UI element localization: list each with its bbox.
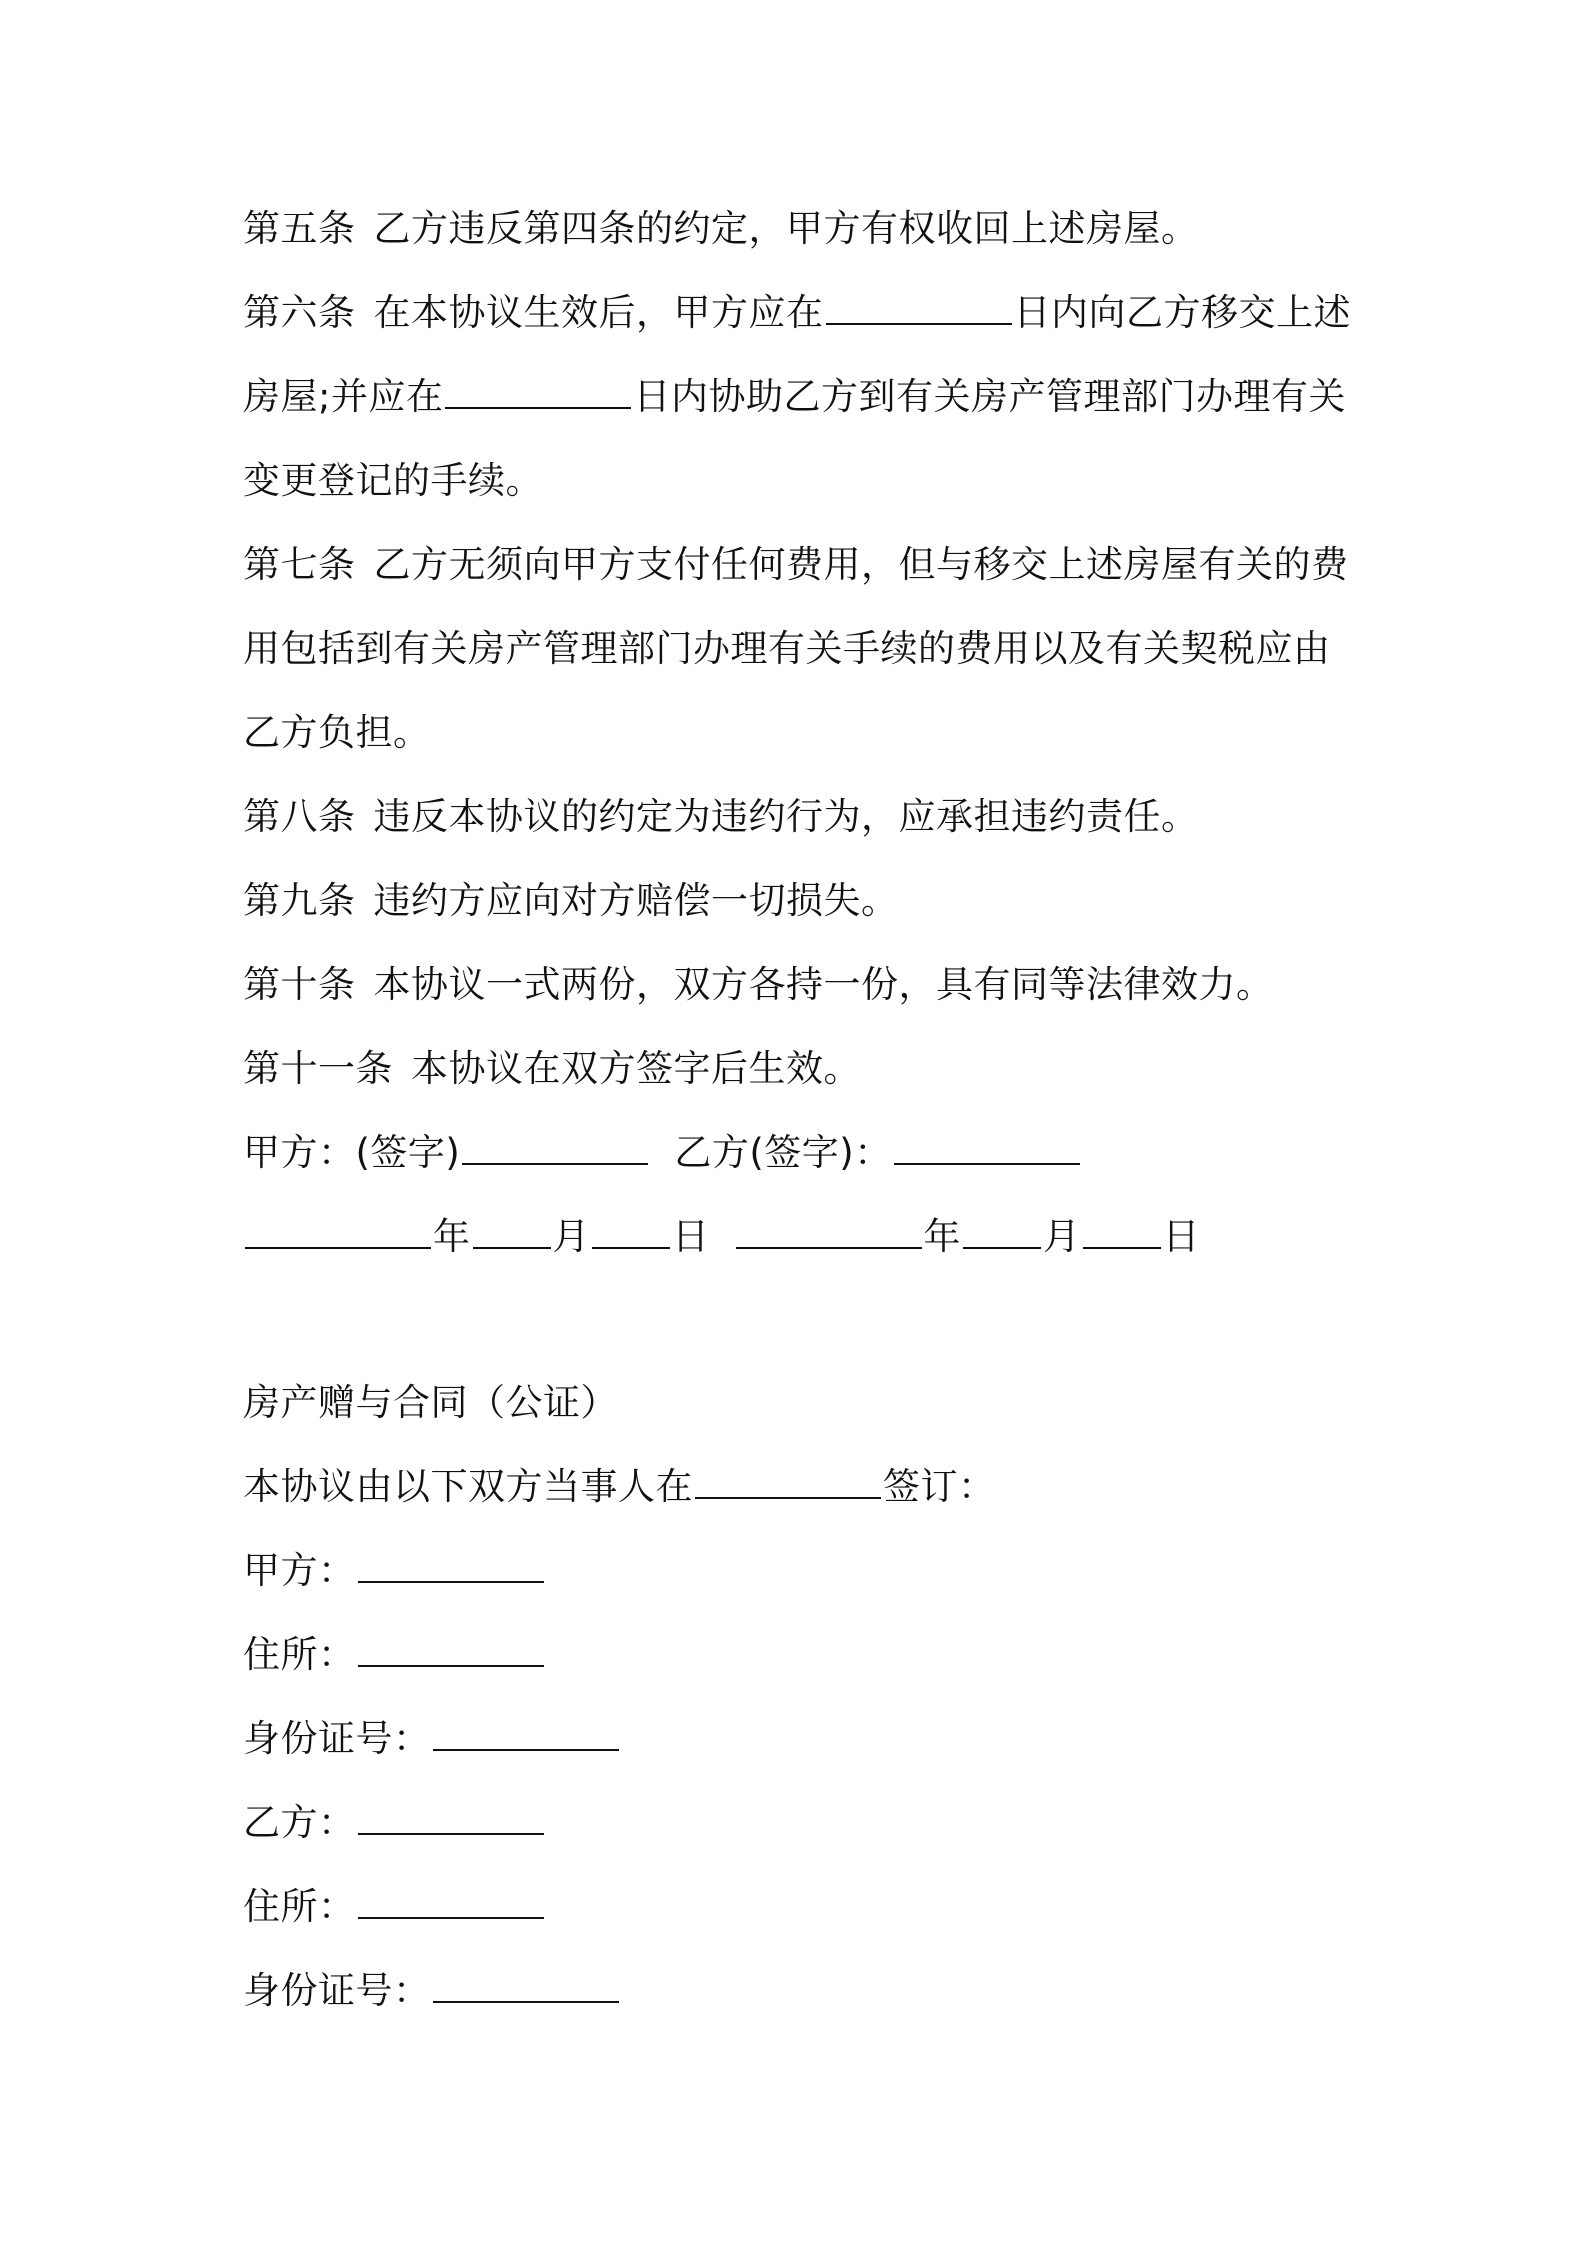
article-11 [243, 1044, 1363, 1094]
article-7-line-2 [243, 624, 1363, 674]
residence-a-label: 住所： [243, 1633, 356, 1676]
signature-line [243, 1128, 1363, 1178]
contract-intro [243, 1462, 1363, 1512]
month-label-a: 月 [552, 1215, 590, 1258]
id-b-field [243, 1966, 1363, 2016]
residence-a-field [243, 1630, 1363, 1680]
article-11-text: 本协议在双方签字后生效。 [411, 1047, 861, 1090]
party-b-field [243, 1798, 1363, 1848]
article-8-text: 违反本协议的约定为违约行为，应承担违约责任。 [373, 795, 1199, 838]
contract-title [243, 1378, 1363, 1428]
fill-blank [358, 1799, 544, 1835]
fill-blank [433, 1967, 619, 2003]
article-7-text-1: 乙方无须向甲方支付任何费用，但与移交上述房屋有关的费 [373, 543, 1349, 586]
article-9-text: 违约方应向对方赔偿一切损失。 [373, 879, 899, 922]
residence-b-field [243, 1882, 1363, 1932]
article-10 [243, 960, 1363, 1010]
fill-blank [245, 1213, 431, 1249]
article-6-line-1 [243, 288, 1363, 338]
fill-blank [358, 1631, 544, 1667]
article-6-text-1: 在本协议生效后，甲方应在 [373, 291, 824, 334]
article-6-text-4: 日内协助乙方到有关房产管理部门办理有关 [633, 375, 1346, 418]
article-7-label: 第七条 [243, 543, 356, 586]
day-label-a: 日 [672, 1215, 710, 1258]
article-5-label: 第五条 [243, 207, 356, 250]
article-10-label: 第十条 [243, 963, 356, 1006]
fill-blank [592, 1213, 670, 1249]
id-a-field [243, 1714, 1363, 1764]
id-b-label: 身份证号： [243, 1969, 431, 2012]
year-label-b: 年 [923, 1215, 961, 1258]
article-10-text: 本协议一式两份，双方各持一份，具有同等法律效力。 [373, 963, 1274, 1006]
article-7-text-3: 乙方负担。 [243, 711, 431, 754]
article-8 [243, 792, 1363, 842]
fill-blank [358, 1883, 544, 1919]
party-a-field [243, 1546, 1363, 1596]
article-8-label: 第八条 [243, 795, 356, 838]
article-6-label: 第六条 [243, 291, 356, 334]
fill-blank [1083, 1213, 1161, 1249]
year-label-a: 年 [433, 1215, 471, 1258]
party-a-signature-label: 甲方：(签字) [243, 1131, 461, 1174]
article-6-line-2 [243, 372, 1363, 422]
article-6-text-2: 日内向乙方移交上述 [1013, 291, 1351, 334]
party-b-signature-label: 乙方(签字)： [674, 1131, 892, 1174]
residence-b-label: 住所： [243, 1885, 356, 1928]
fill-blank [894, 1129, 1080, 1165]
month-label-b: 月 [1043, 1215, 1081, 1258]
article-7-line-1 [243, 540, 1363, 590]
article-7-text-2: 用包括到有关房产管理部门办理有关手续的费用以及有关契税应由 [243, 627, 1331, 670]
fill-blank [963, 1213, 1041, 1249]
fill-blank [695, 1463, 881, 1499]
fill-blank [736, 1213, 922, 1249]
article-9-label: 第九条 [243, 879, 356, 922]
party-a-label: 甲方： [243, 1549, 356, 1592]
fill-blank [473, 1213, 551, 1249]
article-6-text-5: 变更登记的手续。 [243, 459, 543, 502]
article-5-text: 乙方违反第四条的约定，甲方有权收回上述房屋。 [373, 207, 1199, 250]
day-label-b: 日 [1162, 1215, 1200, 1258]
article-6-text-3: 房屋;并应在 [243, 375, 444, 418]
fill-blank [826, 289, 1012, 325]
contract-intro-text-1: 本协议由以下双方当事人在 [243, 1465, 693, 1508]
article-7-line-3 [243, 708, 1363, 758]
article-6-line-3 [243, 456, 1363, 506]
fill-blank [358, 1547, 544, 1583]
fill-blank [462, 1129, 648, 1165]
fill-blank [445, 373, 631, 409]
contract-title-text: 房产赠与合同（公证） [243, 1381, 618, 1424]
party-b-label: 乙方： [243, 1801, 356, 1844]
id-a-label: 身份证号： [243, 1717, 431, 1760]
article-11-label: 第十一条 [243, 1047, 393, 1090]
article-5 [243, 204, 1363, 254]
date-line [243, 1212, 1363, 1262]
article-9 [243, 876, 1363, 926]
contract-intro-text-2: 签订： [883, 1465, 996, 1508]
fill-blank [433, 1715, 619, 1751]
